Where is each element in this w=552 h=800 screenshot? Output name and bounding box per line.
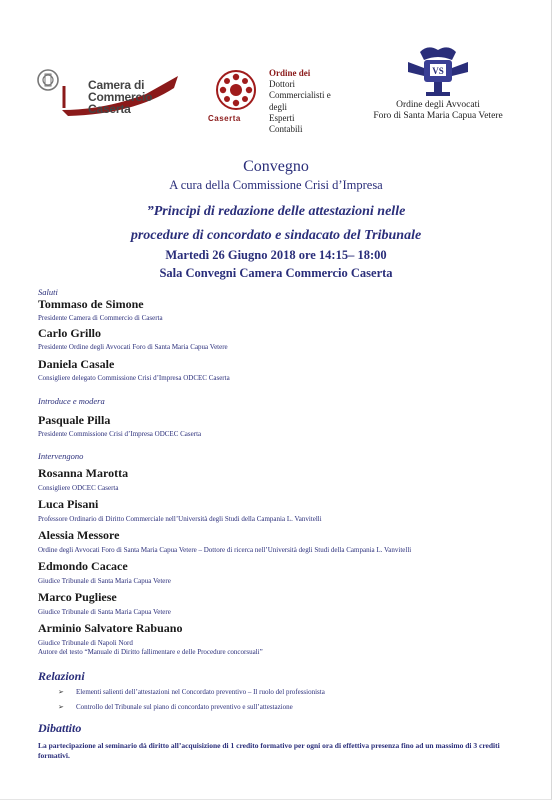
speaker-role-extra: Autore del testo “Manuale di Diritto fallimentare e delle Procedure concorsuali” (38, 648, 263, 656)
speaker-role: Giudice Tribunale di Santa Maria Capua Vetere (38, 577, 171, 585)
speaker-role: Ordine degli Avvocati Foro di Santa Maria Capua Vetere – Dottore di ricerca nell’Università degli Studi della Campania L. Vanvitelli (38, 546, 412, 554)
camera-commercio-name (88, 79, 184, 115)
speaker-name: Tommaso de Simone (38, 297, 144, 311)
odcec-line-4: Esperti (269, 112, 295, 123)
event-venue: Sala Convegni Camera Commercio Caserta (159, 266, 393, 280)
avv-line1: Ordine degli Avvocati (396, 100, 480, 110)
cc-name-line2: Caserta (88, 102, 131, 116)
speaker-role: Consigliere ODCEC Caserta (38, 484, 119, 492)
odcec-flower-icon (206, 68, 266, 116)
speaker-name: Pasquale Pilla (38, 413, 111, 427)
speaker-name: Marco Pugliese (38, 590, 117, 604)
avvocati-name (368, 100, 508, 122)
odcec-line-0: Ordine dei (269, 68, 311, 78)
event-date: Martedì 26 Giugno 2018 ore 14:15– 18:00 (165, 248, 387, 262)
speaker-role: Giudice Tribunale di Santa Maria Capua Vetere (38, 608, 171, 616)
cc-name-line1: Camera di Commercio (88, 78, 153, 104)
avv-line2: Foro di Santa Maria Capua Vetere (373, 111, 503, 121)
modera-label: Introduce e modera (38, 396, 105, 406)
ordine-avvocati-logo (368, 42, 518, 122)
speaker-role: Giudice Tribunale di Napoli Nord (38, 639, 133, 647)
speaker-name: Arminio Salvatore Rabuano (38, 621, 183, 635)
topic-line-2: procedure di concordato e sindacato del Tribunale (130, 228, 422, 243)
avvocati-crest-icon (368, 42, 508, 98)
organizer-line: A cura della Commissione Crisi d’Impresa (169, 178, 383, 192)
convegno-title: Convegno (243, 158, 309, 175)
dibattito-heading: Dibattito (38, 721, 82, 735)
odcec-line-5: Contabili (269, 124, 303, 135)
svg-text:VS: VS (432, 66, 444, 76)
list-item-text: Controllo del Tribunale sul piano di concordato preventivo e sull’attestazione (76, 703, 293, 711)
speaker-role: Presidente Ordine degli Avvocati Foro di Santa Maria Capua Vetere (38, 343, 228, 351)
odcec-logo (206, 68, 356, 138)
odcec-line-2: Commercialisti e (269, 90, 331, 101)
arrow-bullet-icon: ➢ (58, 688, 64, 696)
speaker-role: Presidente Commissione Crisi d’Impresa ODCEC Caserta (38, 430, 202, 438)
speaker-role: Presidente Camera di Commercio di Caserta (38, 314, 163, 322)
odcec-name (269, 68, 331, 135)
speaker-name: Carlo Grillo (38, 326, 101, 340)
intervengono-label: Intervengono (38, 451, 84, 461)
odcec-line-1: Dottori (269, 79, 295, 90)
speaker-name: Rosanna Marotta (38, 466, 129, 480)
arrow-bullet-icon: ➢ (58, 703, 64, 711)
camera-commercio-logo (34, 66, 184, 118)
odcec-line-3: degli (269, 101, 287, 112)
odcec-city: Caserta (208, 114, 241, 123)
list-item (58, 688, 325, 696)
relazioni-heading: Relazioni (38, 669, 85, 683)
topic-line-1: ”Principi di redazione delle attestazioni nelle (146, 204, 406, 219)
list-item-text: Elementi salienti dell’attestazioni nel Concordato preventivo – Il ruolo del professionista (76, 688, 325, 696)
saluti-label: Saluti (38, 287, 58, 297)
speaker-name: Daniela Casale (38, 357, 115, 371)
speaker-name: Alessia Messore (38, 528, 120, 542)
credits-note: La partecipazione al seminario dà diritto all’acquisizione di 1 credito formativo per ogni ora di effettiva presenza fino ad un massimo di 3 crediti formativi. (38, 741, 500, 760)
list-item (58, 703, 293, 711)
speaker-name: Luca Pisani (38, 497, 99, 511)
speaker-role: Consigliere delegato Commissione Crisi d’Impresa ODCEC Caserta (38, 374, 230, 382)
speaker-role: Professore Ordinario di Diritto Commerciale nell’Università degli Studi della Campania L. Vanvitelli (38, 515, 322, 523)
speaker-name: Edmondo Cacace (38, 559, 128, 573)
